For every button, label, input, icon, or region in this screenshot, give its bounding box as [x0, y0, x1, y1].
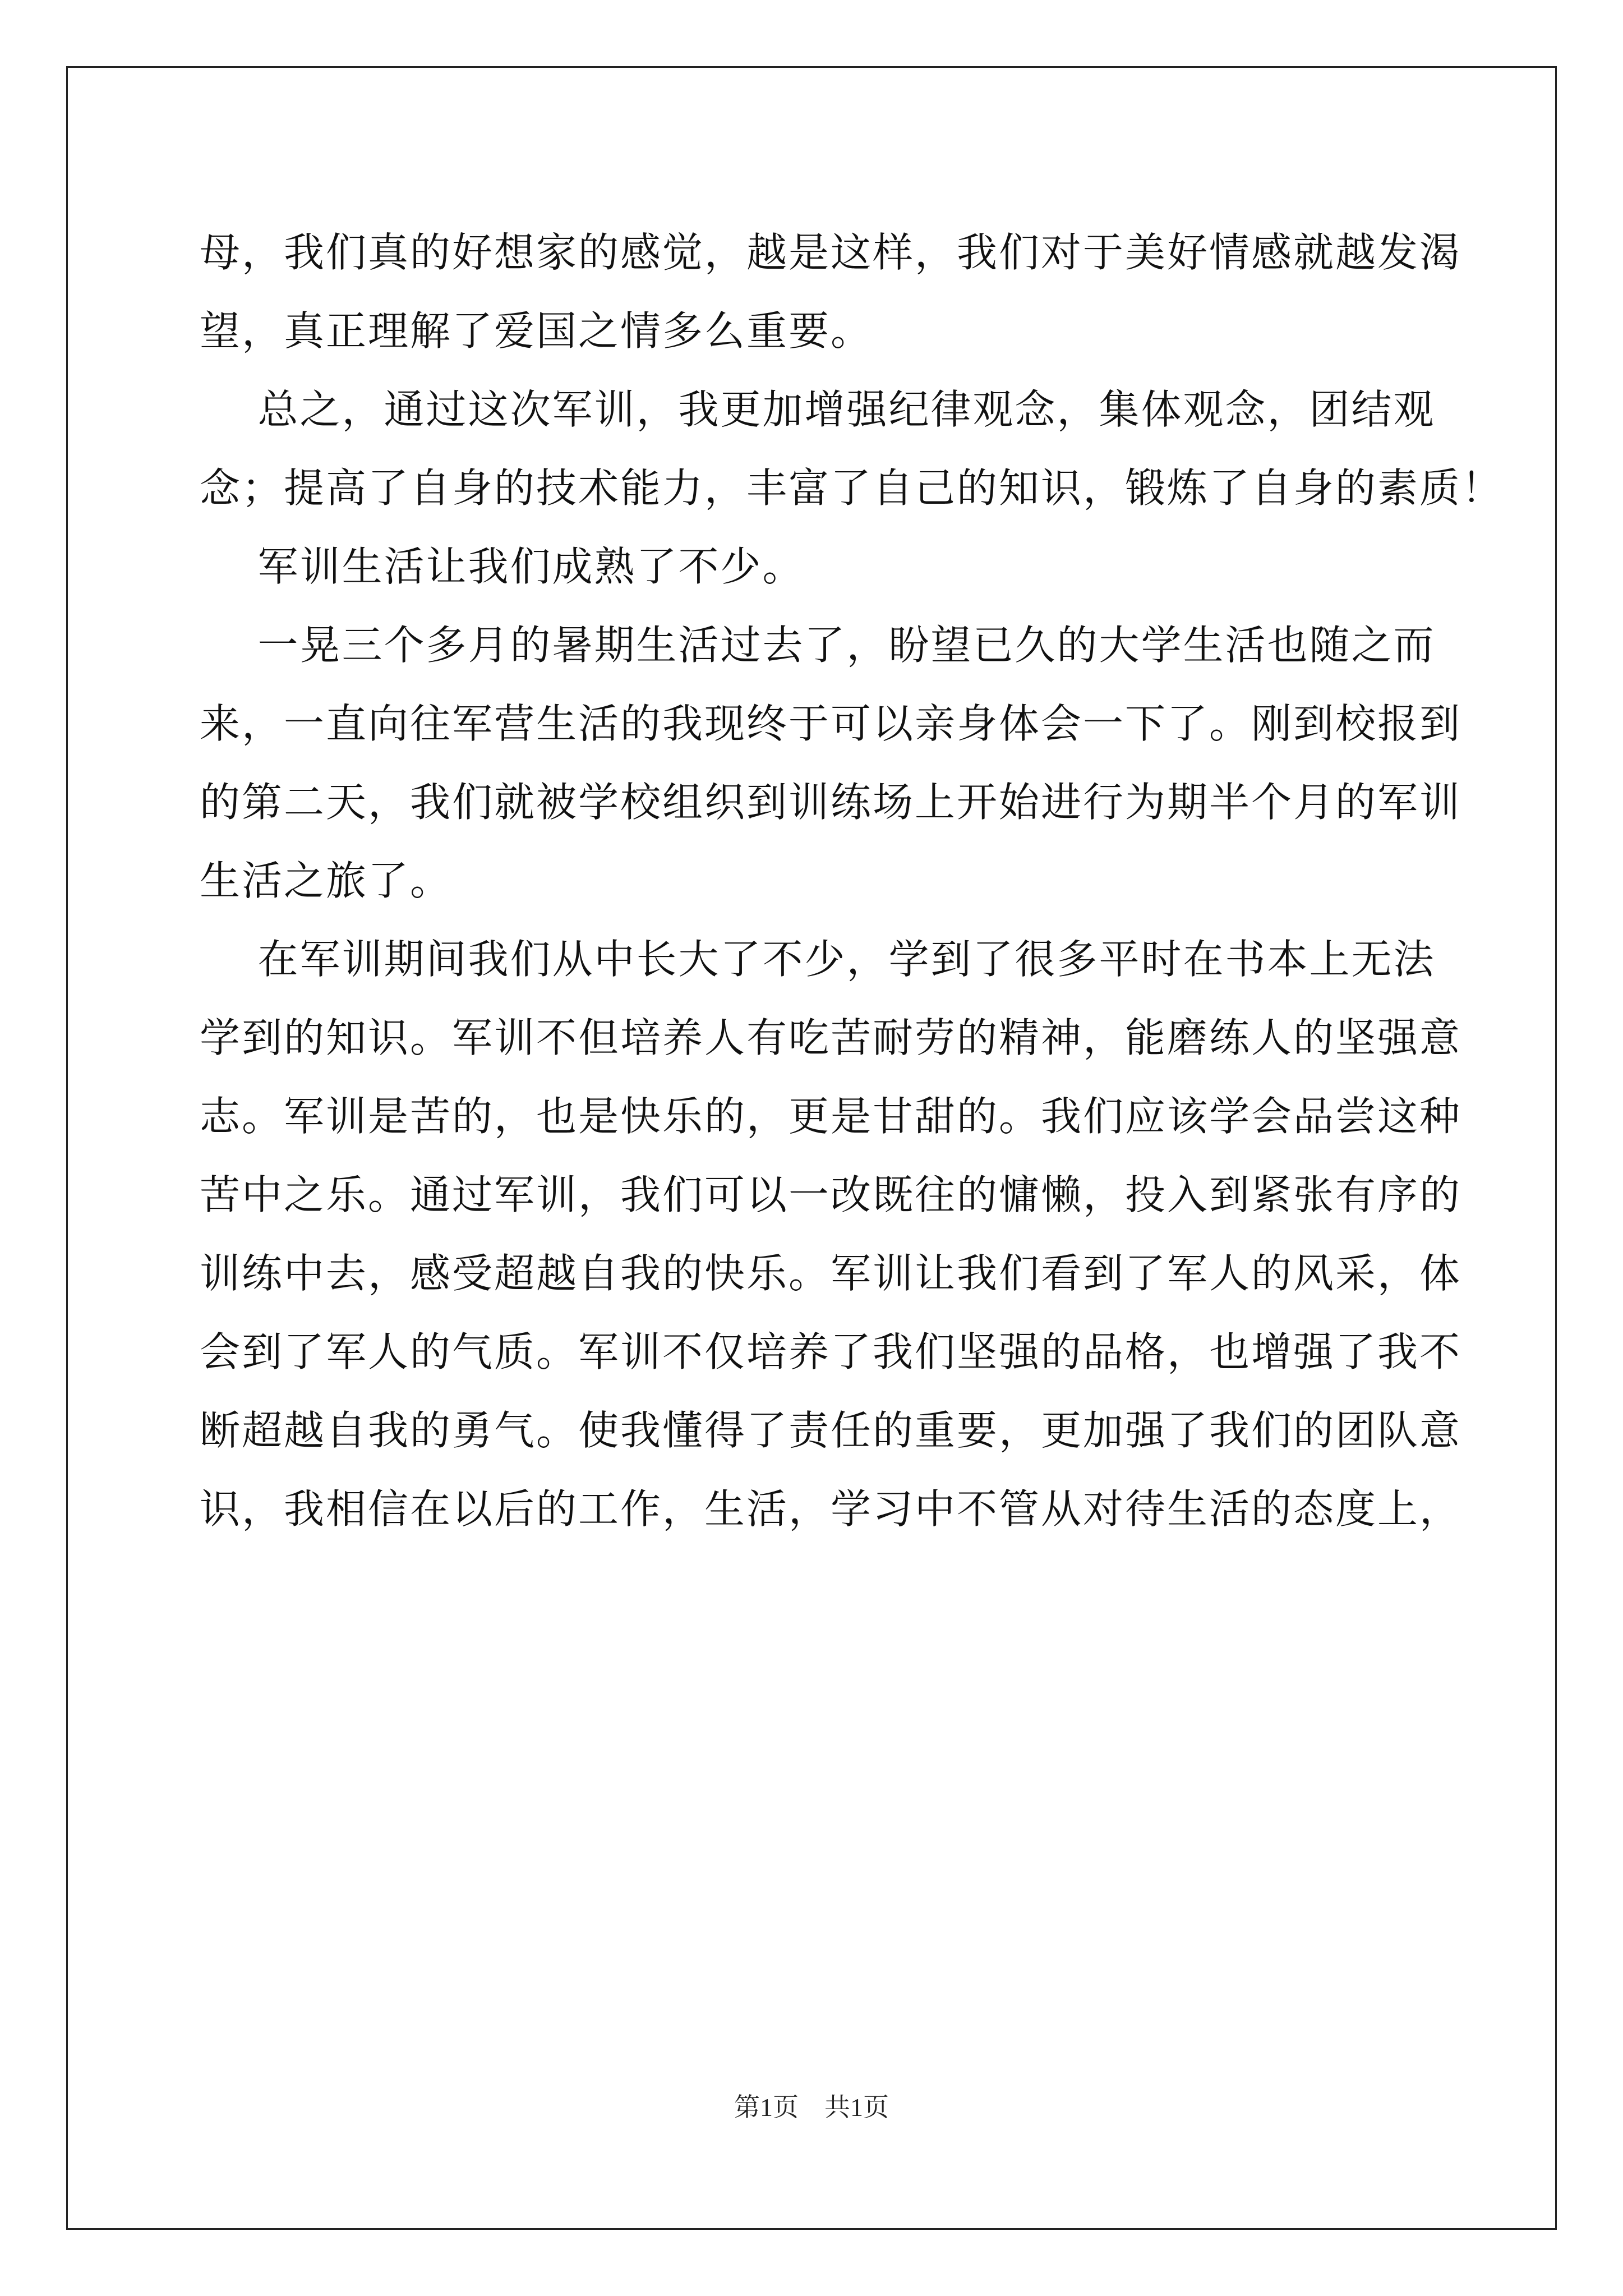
- text-line: 总之，通过这次军训，我更加增强纪律观念，集体观念，团结观: [200, 386, 1436, 433]
- page-footer: 第1页 共1页: [734, 2093, 889, 2122]
- text-line: 在军训期间我们从中长大了不少，学到了很多平时在书本上无法: [200, 936, 1436, 983]
- text-line: 来，一直向往军营生活的我现终于可以亲身体会一下了。刚到校报到: [200, 700, 1462, 747]
- text-line: 生活之旅了。: [200, 857, 453, 904]
- text-line: 会到了军人的气质。军训不仅培养了我们坚强的品格，也增强了我不: [200, 1328, 1462, 1375]
- text-line: 军训生活让我们成熟了不少。: [200, 543, 805, 590]
- text-line: 志。军训是苦的，也是快乐的，更是甘甜的。我们应该学会品尝这种: [200, 1093, 1462, 1140]
- text-line: 念；提高了自身的技术能力，丰富了自己的知识，锻炼了自身的素质！: [200, 464, 1504, 512]
- text-line: 识，我相信在以后的工作，生活，学习中不管从对待生活的态度上，: [200, 1485, 1462, 1533]
- text-line: 学到的知识。军训不但培养人有吃苦耐劳的精神，能磨练人的坚强意: [200, 1014, 1462, 1061]
- document-body: [200, 213, 1504, 1548]
- text-line: 望，真正理解了爱国之情多么重要。: [200, 307, 873, 355]
- text-line: 母，我们真的好想家的感觉，越是这样，我们对于美好情感就越发渴: [200, 229, 1462, 276]
- text-line: 的第二天，我们就被学校组织到训练场上开始进行为期半个月的军训: [200, 779, 1462, 826]
- text-line: 断超越自我的勇气。使我懂得了责任的重要，更加强了我们的团队意: [200, 1407, 1462, 1454]
- text-line: 训练中去，感受超越自我的快乐。军训让我们看到了军人的风采，体: [200, 1250, 1462, 1297]
- text-line: 苦中之乐。通过军训，我们可以一改既往的慵懒，投入到紧张有序的: [200, 1171, 1462, 1218]
- text-line: 一晃三个多月的暑期生活过去了，盼望已久的大学生活也随之而: [200, 622, 1436, 669]
